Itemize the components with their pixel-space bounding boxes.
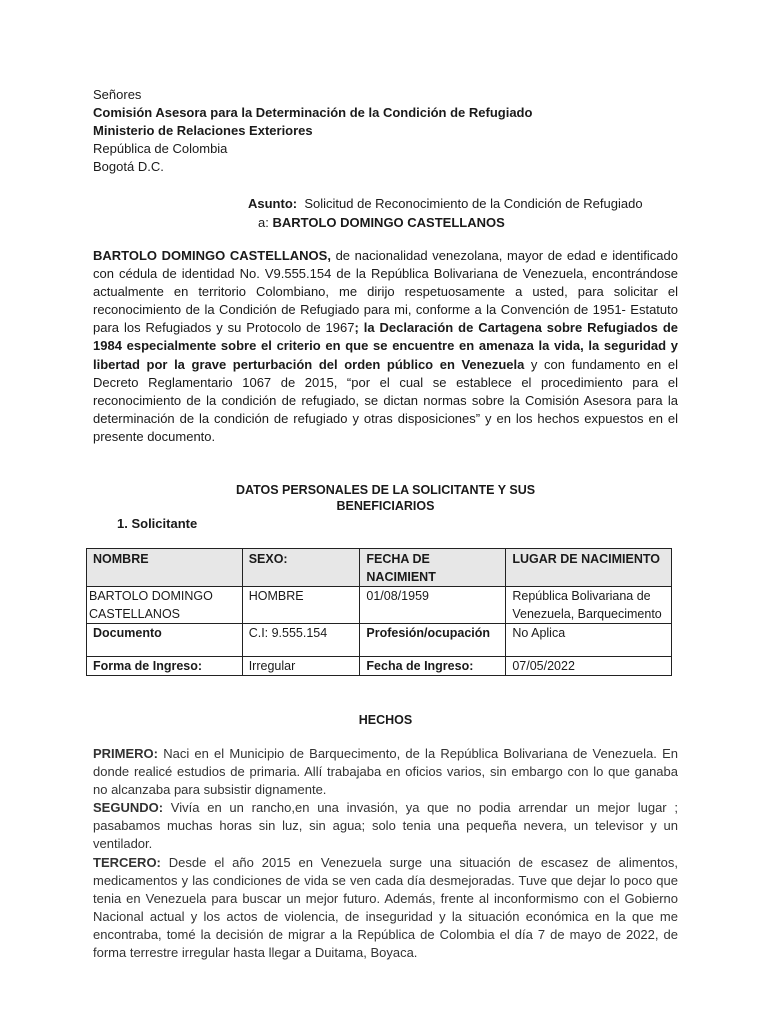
hecho-label: PRIMERO: xyxy=(93,746,158,761)
recipient-block xyxy=(93,86,532,176)
subject-label: Asunto: xyxy=(248,196,298,211)
table-header-row xyxy=(87,549,672,587)
cell-lugar: República Bolivariana de Venezuela, Barquecimento xyxy=(506,587,672,624)
cell-sexo: HOMBRE xyxy=(242,587,360,624)
subject-name: BARTOLO DOMINGO CASTELLANOS xyxy=(272,215,505,230)
applicant-name: BARTOLO DOMINGO CASTELLANOS, xyxy=(93,248,331,263)
recipient-city: Bogotá D.C. xyxy=(93,159,164,174)
recipient-commission: Comisión Asesora para la Determinación de la Condición de Refugiado xyxy=(93,105,533,120)
cell-ingreso-value: Irregular xyxy=(242,657,360,676)
table-row xyxy=(87,657,672,676)
intro-cartagena: la Declaración de Cartagena sobre Refugiados de 1984 especialmente sobre el criterio en que se encuentre en amenaza la vida, la seguridad y libertad por la grave perturbación del orden público en Venezuela xyxy=(93,320,678,372)
section-title xyxy=(93,482,678,514)
hecho-segundo xyxy=(93,799,678,853)
table-row xyxy=(87,624,672,657)
header-sexo: SEXO: xyxy=(242,549,360,587)
recipient-country: República de Colombia xyxy=(93,141,228,156)
hechos-title: HECHOS xyxy=(358,713,413,727)
hecho-text: Vivía en un rancho,en una invasión, ya que no podia arrendar un mejor lugar ; pasabamos muchas horas sin luz, sin agua; solo tenia una pequeña nevera, un televisor y un ventilador. xyxy=(93,800,678,852)
section-title-line1: DATOS PERSONALES DE LA SOLICITANTE Y SUS xyxy=(235,483,536,497)
intro-text-2: y con fundamento en el Decreto Reglamentario 1067 de 2015, “por el cual se establece el procedimiento para el reconocimiento de la condición de refugiado, se dictan normas sobre la Comisión Asesora para la determinación de la condición de refugiado y otras disposiciones” y en los hechos expuestos en el presente documento. xyxy=(93,356,678,444)
hecho-primero xyxy=(93,745,678,799)
header-nombre: NOMBRE xyxy=(87,549,243,587)
cell-fecha-ingreso-value: 07/05/2022 xyxy=(506,657,672,676)
personal-data-table xyxy=(86,548,672,676)
table-row xyxy=(87,587,672,624)
section-title-line2: BENEFICIARIOS xyxy=(336,499,435,513)
cell-documento-label: Documento xyxy=(87,624,243,657)
hechos-section xyxy=(93,745,678,962)
intro-semicolon: ; xyxy=(354,320,359,336)
header-lugar: LUGAR DE NACIMIENTO xyxy=(506,549,672,587)
hecho-tercero xyxy=(93,854,678,963)
intro-paragraph xyxy=(93,247,678,446)
hecho-text: Desde el año 2015 en Venezuela surge una situación de escasez de alimentos, medicamentos y las condiciones de vida se ven cada día desmejoradas. Tuve que dejar lo poco que tenia en Venezuela para buscar un mejor futuro. Además, frente al inconformismo con el Gobierno Nacional actual y los actos de violencia, de inseguridad y la situación económica en la que me encontraba, tomé la decisión de migrar a la República de Colombia el día 7 de mayo de 2022, de forma terrestre irregular hasta llegar a Duitama, Boyaca. xyxy=(93,854,678,961)
hecho-text: Naci en el Municipio de Barquecimento, de la República Bolivariana de Venezuela. En donde realicé estudios de primaria. Allí trabajaba en oficios varios, sin embargo con lo que ganaba no alcanzaba para subsistir dignamente. xyxy=(93,746,678,798)
hecho-label: SEGUNDO: xyxy=(93,800,164,816)
cell-nombre: BARTOLO DOMINGO CASTELLANOS xyxy=(87,587,243,624)
subject-text: Solicitud de Reconocimiento de la Condición de Refugiado xyxy=(304,196,643,211)
subject-prefix: a: xyxy=(258,215,269,230)
cell-documento-value: C.I: 9.555.154 xyxy=(242,624,360,657)
cell-profesion-label: Profesión/ocupación xyxy=(360,624,506,657)
header-fecha: FECHA DE NACIMIENT xyxy=(360,549,506,587)
cell-fecha: 01/08/1959 xyxy=(360,587,506,624)
intro-text-1: de nacionalidad venezolana, mayor de edad e identificado con cédula de identidad No. V9.555.154 de la República Bolivariana de Venezuela, encontrándose actualmente en territorio Colombiano, me dirijo respetuosamente a usted, para solicitar el reconocimiento de la Condición de Refugiado para mi, conforme a la Convención de 1951- Estatuto para los Refugiados y su Protocolo de 1967 xyxy=(93,248,678,336)
cell-ingreso-label: Forma de Ingreso: xyxy=(87,657,243,676)
section-applicant-heading: 1. Solicitante xyxy=(117,516,198,531)
recipient-ministry: Ministerio de Relaciones Exteriores xyxy=(93,123,313,138)
hecho-label: TERCERO: xyxy=(93,854,161,870)
subject-block xyxy=(248,194,678,232)
cell-profesion-value: No Aplica xyxy=(506,624,672,657)
cell-fecha-ingreso-label: Fecha de Ingreso: xyxy=(360,657,506,676)
recipient-greeting: Señores xyxy=(93,87,142,102)
